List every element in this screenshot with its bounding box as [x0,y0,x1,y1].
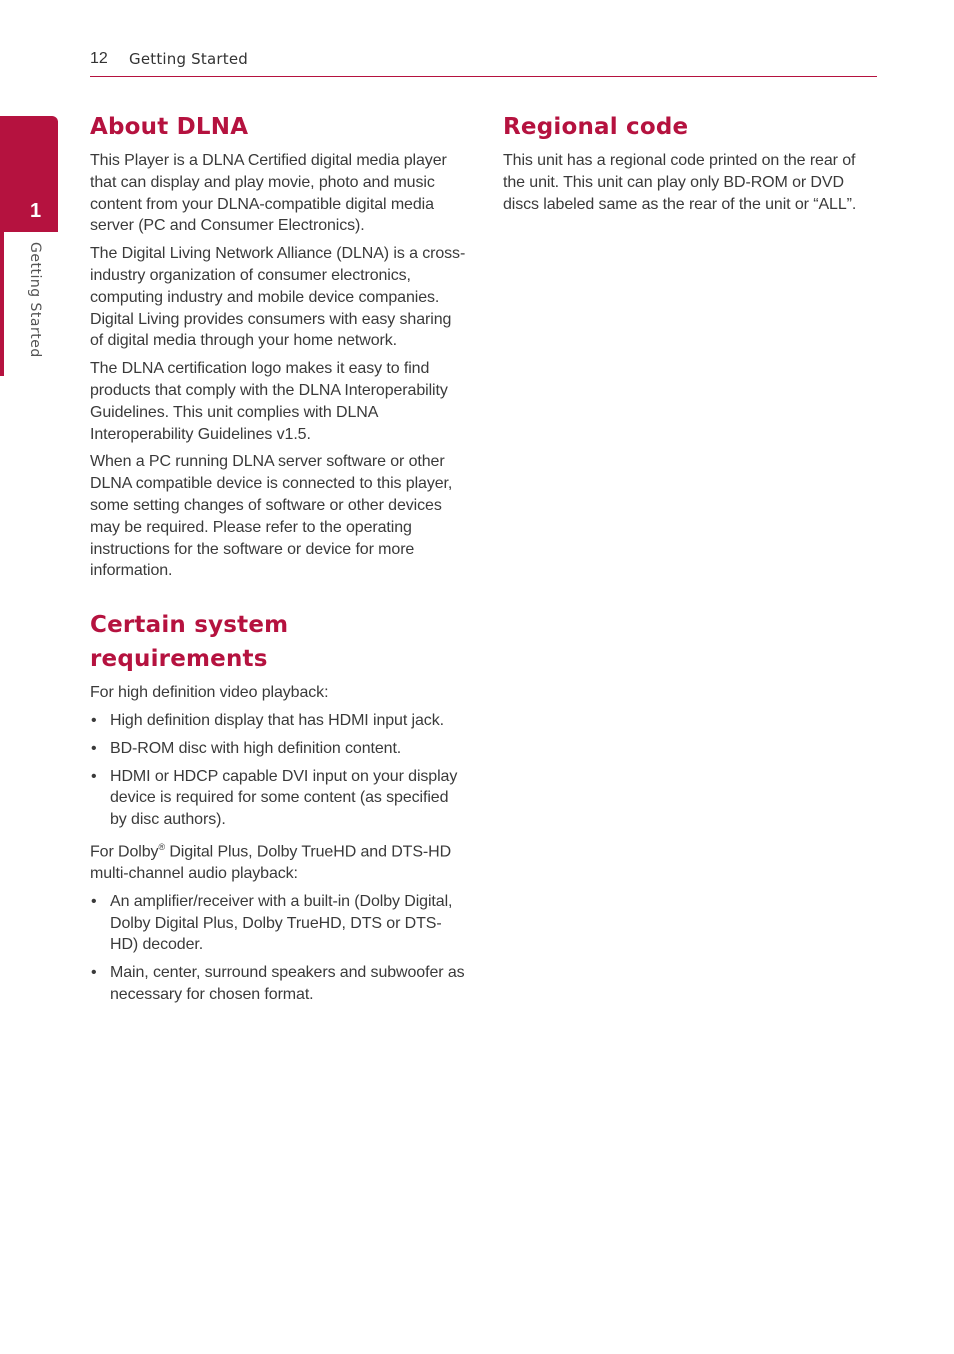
list-item-text: Main, center, surround speakers and subwoofer as necessary for chosen format. [110,964,465,1004]
page-number: 12 [90,50,108,67]
header-section-title: Getting Started [129,50,248,68]
audio-intro-post: Digital Plus, Dolby TrueHD and DTS-HD multi-channel audio playback: [90,843,452,883]
right-column [503,110,875,215]
requirements-heading: Certain system requirements [90,612,289,673]
list-item-text: High definition display that has HDMI input jack. [110,711,444,729]
about-dlna-paragraph: This Player is a DLNA Certified digital media player that can display and play movie, photo and music content from your DLNA-compatible digital media server (PC and Consumer Electronics). [90,152,447,235]
audio-requirements-list [90,891,468,1006]
video-requirements-list [90,710,468,831]
left-column [90,110,468,1006]
about-dlna-paragraph: The DLNA certification logo makes it easy to find products that comply with the DLNA Interoperability Guidelines. This unit complies with DLNA Interoperability Guidelines v1.5. [90,360,448,443]
regional-code-heading: Regional code [503,114,689,140]
bullet: • [91,739,97,757]
about-dlna-heading: About DLNA [90,114,249,140]
list-item-text: An amplifier/receiver with a built-in (Dolby Digital, Dolby Digital Plus, Dolby TrueHD, DTS or DTS-HD) decoder. [110,892,453,954]
list-item [90,766,468,831]
video-intro: For high definition video playback: [90,684,329,702]
list-item-text: BD-ROM disc with high definition content. [110,739,402,757]
page-header [90,48,877,77]
registered-mark: ® [158,841,165,852]
bullet: • [91,964,97,982]
list-item-text: HDMI or HDCP capable DVI input on your display device is required for some content (as specified by disc authors). [110,767,458,829]
regional-code-paragraph: This unit has a regional code printed on the rear of the unit. This unit can play only BD-ROM or DVD discs labeled same as the rear of the unit or “ALL”. [503,152,857,213]
chapter-label: Getting Started [27,242,43,358]
list-item [90,891,468,956]
list-item [90,710,468,732]
about-dlna-paragraph: When a PC running DLNA server software or other DLNA compatible device is connected to this player, some setting changes of software or other devices may be required. Please refer to the operating instructions for the software or device for more information. [90,453,453,580]
list-item [90,962,468,1006]
audio-intro-pre: For Dolby [90,843,159,861]
chapter-number: 1 [30,200,42,222]
bullet: • [91,767,97,785]
about-dlna-paragraph: The Digital Living Network Alliance (DLNA) is a cross-industry organization of consumer electronics, computing industry and mobile device companies. Digital Living provides consumers with easy sharing of digital media through your home network. [90,245,466,350]
audio-intro [90,837,468,885]
bullet: • [91,892,97,910]
bullet: • [91,711,97,729]
chapter-tab [0,116,58,232]
list-item [90,738,468,760]
